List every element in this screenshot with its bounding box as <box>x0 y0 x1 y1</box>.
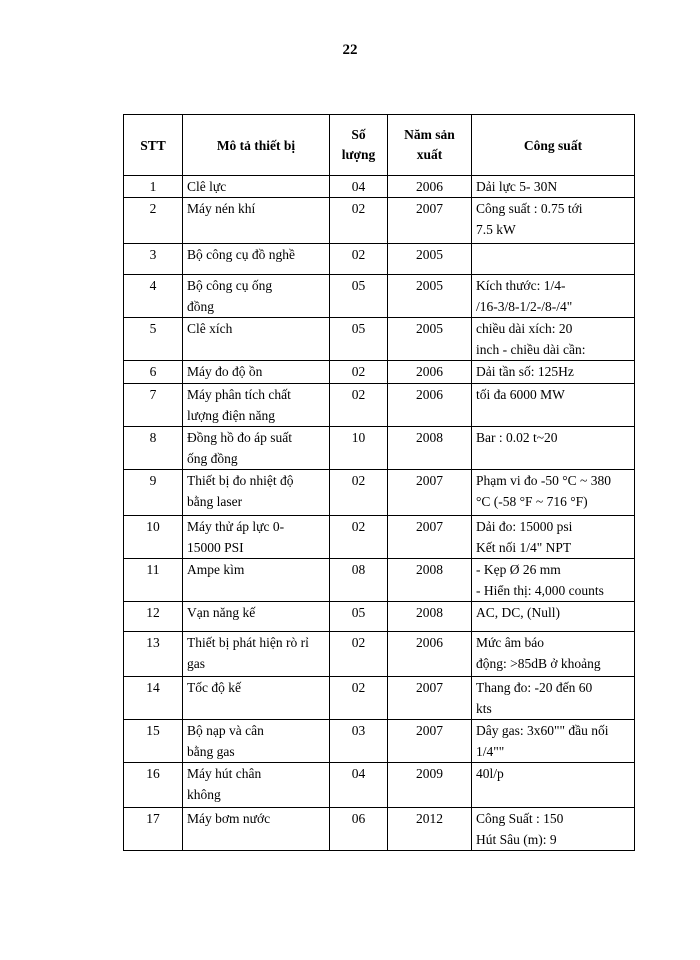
quantity-cell: 02 <box>330 632 388 677</box>
description-cell <box>183 720 330 763</box>
description-cell <box>183 244 330 275</box>
stt-cell: 6 <box>124 361 183 384</box>
description-cell-line: Bộ nạp và cân <box>187 723 264 738</box>
description-cell <box>183 559 330 602</box>
capacity-cell-line: Dải đo: 15000 psi <box>476 519 573 534</box>
capacity-cell-line: chiều dài xích: 20 <box>476 321 573 336</box>
table-row <box>124 516 635 559</box>
table-row <box>124 384 635 427</box>
description-cell-line: Đồng hồ đo áp suất <box>187 430 292 445</box>
year-cell: 2007 <box>388 720 472 763</box>
capacity-cell-line: - Hiển thị: 4,000 counts <box>476 583 604 598</box>
quantity-cell: 02 <box>330 244 388 275</box>
description-cell <box>183 384 330 427</box>
capacity-cell-line: °C (-58 °F ~ 716 °F) <box>476 494 588 509</box>
equipment-table <box>123 114 635 851</box>
quantity-cell: 02 <box>330 677 388 720</box>
description-cell-line: bằng gas <box>187 744 235 759</box>
table-row <box>124 198 635 244</box>
quantity-cell: 05 <box>330 318 388 361</box>
description-cell-line: 15000 PSI <box>187 540 244 555</box>
description-cell <box>183 361 330 384</box>
capacity-cell-line: Bar : 0.02 t~20 <box>476 430 558 445</box>
stt-cell: 8 <box>124 427 183 470</box>
capacity-cell <box>472 720 635 763</box>
capacity-cell <box>472 559 635 602</box>
table-row <box>124 763 635 808</box>
capacity-cell-line: - Kẹp Ø 26 mm <box>476 562 561 577</box>
stt-cell: 2 <box>124 198 183 244</box>
capacity-cell-line: Phạm vi đo -50 °C ~ 380 <box>476 473 611 488</box>
header-year-line2: xuất <box>416 147 443 162</box>
header-quantity <box>330 115 388 176</box>
capacity-cell <box>472 516 635 559</box>
table-body <box>124 176 635 851</box>
capacity-cell-line: AC, DC, (Null) <box>476 605 560 620</box>
header-capacity: Công suất <box>472 115 635 176</box>
description-cell-line: Máy hút chân <box>187 766 262 781</box>
capacity-cell-line: 40l/p <box>476 766 504 781</box>
year-cell: 2008 <box>388 427 472 470</box>
description-cell-line: Thiết bị đo nhiệt độ <box>187 473 294 488</box>
stt-cell: 16 <box>124 763 183 808</box>
year-cell: 2008 <box>388 602 472 632</box>
table-row <box>124 176 635 198</box>
description-cell-line: Clê xích <box>187 321 233 336</box>
year-cell: 2009 <box>388 763 472 808</box>
description-cell <box>183 808 330 851</box>
table-row <box>124 427 635 470</box>
capacity-cell <box>472 244 635 275</box>
capacity-cell-line: 7.5 kW <box>476 222 516 237</box>
quantity-cell: 02 <box>330 198 388 244</box>
stt-cell: 12 <box>124 602 183 632</box>
description-cell-line: Thiết bị phát hiện rò rỉ <box>187 635 309 650</box>
table-row <box>124 244 635 275</box>
capacity-cell-line: inch - chiều dài cần: <box>476 342 586 357</box>
year-cell: 2012 <box>388 808 472 851</box>
description-cell-line: ống đồng <box>187 451 238 466</box>
stt-cell: 9 <box>124 470 183 516</box>
table-header-row <box>124 115 635 176</box>
page-number: 22 <box>342 42 358 58</box>
quantity-cell: 02 <box>330 470 388 516</box>
year-cell: 2008 <box>388 559 472 602</box>
capacity-cell <box>472 427 635 470</box>
description-cell-line: Máy thử áp lực 0- <box>187 519 285 534</box>
capacity-cell-line: Dây gas: 3x60"" đầu nối <box>476 723 609 738</box>
capacity-cell-line: Công suất : 0.75 tới <box>476 201 583 216</box>
header-quantity-line1: Số <box>351 127 366 142</box>
stt-cell: 3 <box>124 244 183 275</box>
header-year <box>388 115 472 176</box>
year-cell: 2006 <box>388 176 472 198</box>
description-cell-line: đồng <box>187 299 214 314</box>
year-cell: 2006 <box>388 384 472 427</box>
year-cell: 2005 <box>388 244 472 275</box>
description-cell-line: Máy nén khí <box>187 201 256 216</box>
description-cell <box>183 632 330 677</box>
capacity-cell-line: Kích thước: 1/4- <box>476 278 566 293</box>
capacity-cell-line: Mức âm báo <box>476 635 545 650</box>
table-row <box>124 720 635 763</box>
description-cell <box>183 318 330 361</box>
capacity-cell-line: động: >85dB ở khoảng <box>476 656 601 671</box>
stt-cell: 4 <box>124 275 183 318</box>
quantity-cell: 02 <box>330 516 388 559</box>
table-row <box>124 470 635 516</box>
year-cell: 2007 <box>388 516 472 559</box>
capacity-cell <box>472 384 635 427</box>
stt-cell: 14 <box>124 677 183 720</box>
year-cell: 2007 <box>388 677 472 720</box>
description-cell <box>183 763 330 808</box>
description-cell-line: Tốc độ kế <box>187 680 241 695</box>
table-row <box>124 361 635 384</box>
description-cell-line: Máy phân tích chất <box>187 387 291 402</box>
year-cell: 2007 <box>388 198 472 244</box>
quantity-cell: 06 <box>330 808 388 851</box>
stt-cell: 10 <box>124 516 183 559</box>
quantity-cell: 04 <box>330 176 388 198</box>
table-row <box>124 275 635 318</box>
capacity-cell <box>472 176 635 198</box>
capacity-cell <box>472 198 635 244</box>
header-stt: STT <box>124 115 183 176</box>
header-year-line1: Năm sản <box>404 127 455 142</box>
table-row <box>124 632 635 677</box>
table-row <box>124 677 635 720</box>
description-cell-line: bằng laser <box>187 494 243 509</box>
description-cell-line: Bộ công cụ ống <box>187 278 273 293</box>
capacity-cell <box>472 677 635 720</box>
quantity-cell: 02 <box>330 384 388 427</box>
quantity-cell: 08 <box>330 559 388 602</box>
capacity-cell-line: Thang đo: -20 đến 60 <box>476 680 593 695</box>
description-cell-line: Máy bơm nước <box>187 811 271 826</box>
quantity-cell: 03 <box>330 720 388 763</box>
quantity-cell: 05 <box>330 275 388 318</box>
description-cell <box>183 427 330 470</box>
capacity-cell-line: Kết nối 1/4" NPT <box>476 540 572 555</box>
stt-cell: 1 <box>124 176 183 198</box>
description-cell <box>183 602 330 632</box>
capacity-cell-line: Hút Sâu (m): 9 <box>476 832 557 847</box>
capacity-cell-line: Dải tần số: 125Hz <box>476 364 574 379</box>
capacity-cell-line: /16-3/8-1/2-/8-/4" <box>476 299 573 314</box>
stt-cell: 5 <box>124 318 183 361</box>
description-cell-line: không <box>187 787 221 802</box>
capacity-cell-line: Dải lực 5- 30N <box>476 179 558 194</box>
description-cell-line: lượng điện năng <box>187 408 275 423</box>
description-cell <box>183 470 330 516</box>
description-cell <box>183 198 330 244</box>
table-row <box>124 318 635 361</box>
quantity-cell: 04 <box>330 763 388 808</box>
table-row <box>124 559 635 602</box>
stt-cell: 13 <box>124 632 183 677</box>
capacity-cell <box>472 808 635 851</box>
year-cell: 2006 <box>388 632 472 677</box>
capacity-cell-line: 1/4"" <box>476 744 505 759</box>
header-description: Mô tả thiết bị <box>183 115 330 176</box>
capacity-cell-line: Công Suất : 150 <box>476 811 564 826</box>
capacity-cell <box>472 318 635 361</box>
description-cell <box>183 176 330 198</box>
description-cell-line: Bộ công cụ đồ nghề <box>187 247 295 262</box>
capacity-cell <box>472 361 635 384</box>
capacity-cell <box>472 763 635 808</box>
description-cell-line: Ampe kìm <box>187 562 245 577</box>
table-row <box>124 602 635 632</box>
description-cell-line: Clê lực <box>187 179 227 194</box>
stt-cell: 17 <box>124 808 183 851</box>
stt-cell: 11 <box>124 559 183 602</box>
quantity-cell: 02 <box>330 361 388 384</box>
capacity-cell-line: tối đa 6000 MW <box>476 387 565 402</box>
description-cell-line: Máy đo độ ồn <box>187 364 263 379</box>
year-cell: 2006 <box>388 361 472 384</box>
stt-cell: 15 <box>124 720 183 763</box>
capacity-cell-line: kts <box>476 701 492 716</box>
year-cell: 2007 <box>388 470 472 516</box>
year-cell: 2005 <box>388 318 472 361</box>
quantity-cell: 05 <box>330 602 388 632</box>
capacity-cell <box>472 275 635 318</box>
description-cell <box>183 516 330 559</box>
description-cell <box>183 677 330 720</box>
capacity-cell <box>472 470 635 516</box>
description-cell-line: Vạn năng kế <box>187 605 256 620</box>
year-cell: 2005 <box>388 275 472 318</box>
stt-cell: 7 <box>124 384 183 427</box>
description-cell-line: gas <box>187 656 205 671</box>
description-cell <box>183 275 330 318</box>
capacity-cell <box>472 602 635 632</box>
quantity-cell: 10 <box>330 427 388 470</box>
table-row <box>124 808 635 851</box>
header-quantity-line2: lượng <box>341 147 376 162</box>
capacity-cell <box>472 632 635 677</box>
